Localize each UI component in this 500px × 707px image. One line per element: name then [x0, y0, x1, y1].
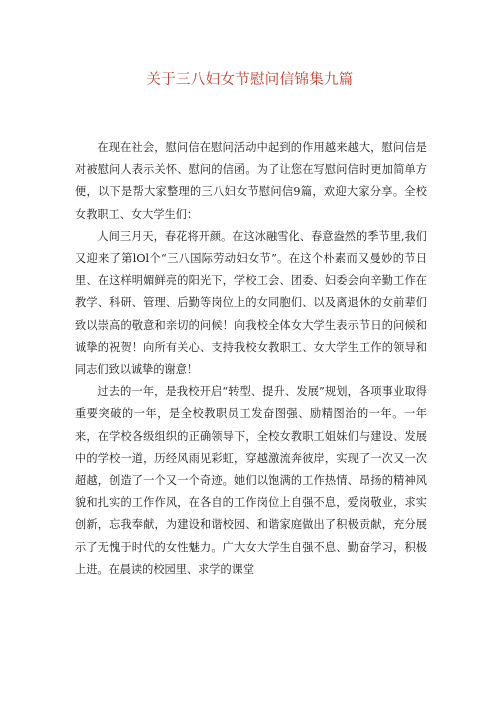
paragraph-3: 过去的一年，是我校开启“转型、提升、发展”规划，各项事业取得重要突破的一年，是全校教职员工发奋图强、励精图治的一年。一年来，在学校各级组织的正确领导下，全校女教职工姐妹们与建设、发展中的学校一道，历经风雨见彩虹，穿越激流奔彼岸，实现了一次又一次超越，创造了一个又一个奇迹。她们以饱满的工作热情、昂扬的精神风貌和扎实的工作作风，在各自的工作岗位上自强不息，爱岗敬业，求实创新，忘我奉献，为建设和谐校园、和谐家庭做出了积极贡献，充分展示了无愧于时代的女性魅力。广大女大学生自强不息、勤奋学习，积极上进。在晨读的校园里、求学的课堂 [75, 385, 427, 576]
document-body [75, 137, 427, 581]
paragraph-2: 人间三月天，春花将开颜。在这冰融雪化、春意盎然的季节里,我们又迎来了第lOl个“三八国际劳动妇女节”。在这个朴素而又曼妙的节日里、在这样明媚鲜亮的阳光下，学校工会、团委、妇委会向辛勤工作在教学、科研、管理、后勤等岗位上的女同胞们、以及离退休的女前辈们致以崇高的敬意和亲切的问候！向我校全体女大学生表示节日的问候和诚挚的祝贺！向所有关心、支持我校女教职工、女大学生工作的领导和同志们致以诚挚的谢意！ [75, 229, 427, 377]
document-title: 关于三八妇女节慰问信锦集九篇 [146, 72, 354, 88]
paragraph-1: 在现在社会，慰问信在慰问活动中起到的作用越来越大，慰问信是对被慰问人表示关怀、慰问的信函。为了让您在写慰问信时更加简单方便，以下是帮大家整理的三八妇女节慰问信9篇，欢迎大家分享。全校女教职工、女大学生们： [75, 141, 427, 221]
